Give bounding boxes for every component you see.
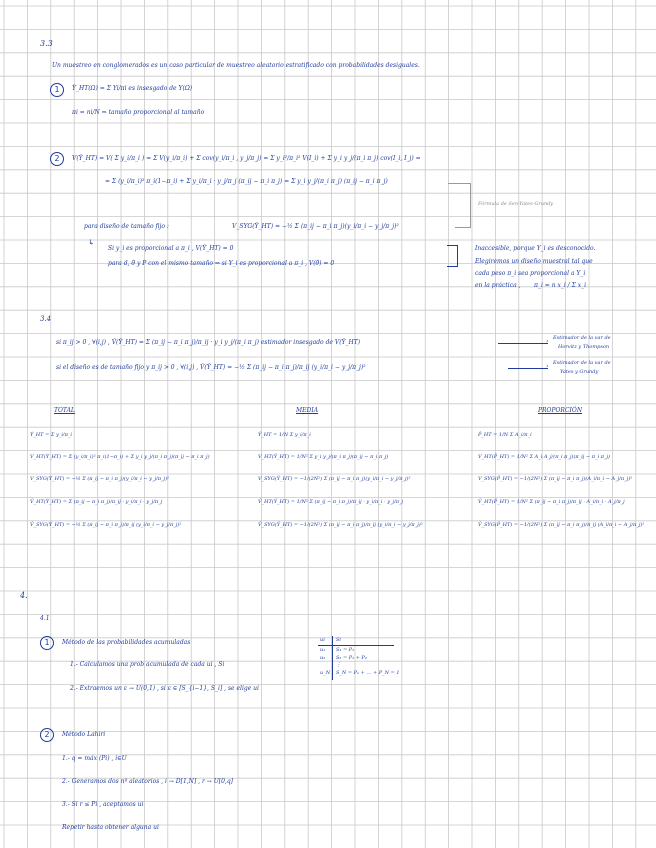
side-note-formula: π_i = n x_i / Σ x_i (534, 282, 587, 289)
prop-row-1: P̂_HT = 1/N Σ A_i/π_i (478, 432, 532, 438)
ht-variance-estimator-line: si π_ij > 0 , ∀(i,j) , V̂(Ŷ_HT) = Σ (π_ij − π_i π_j)/π_ij · y_i y_j/(π_i π_j) estimador insesgado de V(Ŷ_HT) (56, 339, 361, 346)
side-note-line-3: cada peso π_i sea proporcional a Y_i (475, 270, 586, 277)
total-row-2: V_HT(Ŷ_HT) = Σ (y_i/π_i)² π_i(1−π_i) + Σ y_i y_j/(π_i π_j)(π_ij − π_i π_j) (30, 454, 210, 460)
total-row-3: V_SYG(Ŷ_HT) = −½ Σ (π_ij − π_i π_j)(y_i/π_i − y_j/π_j)² (30, 476, 170, 482)
method-2-step-1: 1.- q = máx (Pi) , i∈U (62, 755, 127, 762)
syg-estimator-note-a: Estimador de la var de (553, 360, 611, 366)
item-circle-1: 1 (50, 83, 64, 97)
table-cell-sn: S_N = P₁ + … + P_N = 1 (336, 670, 400, 676)
syg-variance-estimator-line: si el diseño es de tamaño fijo y π_ij > 0 , ∀(i,j) , V̂(Ŷ_HT) = −½ Σ (π_ij − π_i π_j)/π_ij (y_i/π_i − y_j/π_j)² (56, 364, 366, 371)
arrow-head-2: › (546, 363, 549, 370)
arrow-corner-icon: ↳ (88, 238, 95, 247)
section-number-3-3: 3.3 (40, 39, 53, 48)
prop-row-2: V_HT(P̂_HT) = 1/N² Σ A_i A_j/(π_i π_j)(π_ij − π_i π_j) (478, 454, 610, 460)
section-3-3-intro: Un muestreo en conglomerados es un caso particular de muestreo aleatorio estratificado con probabilidades desiguales. (52, 62, 420, 69)
total-row-5: V̂_SYG(Ŷ_HT) = −½ Σ (π_ij − π_i π_j)/π_ij (y_i/π_i − y_j/π_j)² (30, 522, 182, 528)
method-1-title: Método de las probabilidades acumuladas (62, 639, 191, 646)
variance-derivation-line-2: = Σ (y_i/π_i)² π_i(1−π_i) + Σ y_i/π_i · y_j/π_j (π_ij − π_i π_j) = Σ y_i y_j/(π_i π_j) (π_ij − π_i π_j) (105, 178, 388, 185)
syg-estimator-note-b: Yates y Grundy (560, 369, 599, 375)
total-row-1: Ŷ_HT = Σ y_i/π_i (30, 432, 72, 438)
table-cell-un: u_N (320, 670, 331, 676)
ht-estimator-note-b: Horvitz y Thompson (558, 344, 610, 350)
method-1-step-1: 1.- Calculamos una prob acumulada de cada ui , Si (70, 661, 225, 668)
proportional-note-2: para d, θ̂ y P con el mismo tamaño ⇒ si Y_i es proporcional a π_i , V(θ̂) = 0 (108, 260, 335, 267)
prop-row-4: V̂_HT(P̂_HT) = 1/N² Σ (π_ij − π_i π_j)/π_ij · A_i/π_i · A_j/π_j (478, 499, 625, 505)
proportional-note-1: Si y_i es proporcional a π_i , V(Ŷ_HT) = 0 (108, 245, 234, 252)
table-cell-u1: u₁ (320, 647, 326, 653)
table-column-rule (332, 636, 333, 680)
arrow-head-1: › (546, 338, 549, 345)
right-brace (457, 245, 458, 267)
method-1-step-2: 2.- Extraemos un ε → U(0,1) , si ε ∈ [S_{i−1}, S_i] , se elige ui (70, 685, 259, 692)
method-2-title: Método Lahiri (62, 731, 106, 738)
method-2-repeat: Repetir hasta obtener alguna ui (62, 824, 159, 831)
table-header-ui: ui (320, 637, 325, 643)
table-cell-s1: S₁ = P₁ (336, 647, 355, 653)
ht-estimator-note-a: Estimador de la var de (553, 335, 611, 341)
table-cell-s2: S₂ = P₁ + P₂ (336, 655, 367, 661)
fixed-size-label: para diseño de tamaño fijo : (84, 223, 169, 230)
table-header-si: Si (336, 637, 342, 643)
prop-row-5: V̂_SYG(P̂_HT) = −1/(2N²) Σ (π_ij − π_i π_j)/π_ij (A_i/π_i − A_j/π_j)² (478, 522, 645, 528)
ht-estimator-line: Ŷ_HT(Ω) = Σ Yi/πi es insesgado de Y(Ω) (72, 85, 193, 92)
right-brace-top (447, 245, 457, 246)
table-header-rule (318, 645, 394, 646)
side-note-line-2: Elegiremos un diseño muestral tal que (475, 258, 593, 265)
method-2-step-3: 3.- Si r ≤ Pi , aceptamos ui (62, 801, 144, 808)
col-header-media: MEDIA (296, 407, 319, 414)
prop-row-3: V_SYG(P̂_HT) = −1/(2N²) Σ (π_ij − π_i π_j)(A_i/π_i − A_j/π_j)² (478, 476, 633, 482)
syg-variance-formula: V_SYG(Ŷ_HT) = −½ Σ (π_ij − π_i π_j)(y_i/π_i − y_j/π_j)² (232, 223, 399, 230)
yates-grundy-note: Fórmula de Sen-Yates-Grundy (478, 201, 554, 207)
method-circle-1: 1 (40, 636, 54, 650)
col-header-proporcion: PROPORCIÓN (538, 407, 583, 414)
arrow-line-1 (498, 343, 548, 344)
cumulative-prob-table (318, 636, 400, 680)
gray-bracket-bottom (455, 227, 471, 228)
right-brace-bottom (447, 266, 457, 267)
table-cell-dots: ⋮ (336, 662, 341, 668)
method-2-step-2: 2.- Generamos dos nº aleatorios , i → D[1,N] , r → U[0,q] (62, 778, 233, 785)
gray-bracket-vertical (470, 183, 471, 227)
item-circle-2: 2 (50, 152, 64, 166)
inaccessible-note: Inaccesible, porque Y_i es desconocido. (475, 245, 596, 252)
gray-bracket-top (448, 183, 470, 184)
inclusion-prob-line: πi = ni/N ⇒ tamaño proporcional al tamaño (72, 109, 205, 116)
section-number-4: 4. (20, 591, 28, 600)
section-number-4-1: 4.1 (40, 615, 50, 622)
media-row-1: Ȳ_HT = 1/N Σ y_i/π_i (258, 432, 311, 438)
section-number-3-4: 3.4 (40, 315, 52, 323)
arrow-line-2 (508, 368, 548, 369)
media-row-3: V_SYG(Ȳ_HT) = −1/(2N²) Σ (π_ij − π_i π_j)(y_i/π_i − y_j/π_j)² (258, 476, 411, 482)
total-row-4: V̂_HT(Ŷ_HT) = Σ (π_ij − π_i π_j)/π_ij · y_i/π_i · y_j/π_j (30, 499, 163, 505)
side-note-line-4: en la práctica , (475, 282, 521, 289)
media-row-2: V_HT(Ȳ_HT) = 1/N² Σ y_i y_j/(π_i π_j)(π_ij − π_i π_j) (258, 454, 389, 460)
variance-derivation-line-1: V(Ŷ_HT) = V( Σ y_i/π_i ) = Σ V(y_i/π_i) + Σ cov(y_i/π_i , y_j/π_j) = Σ y_i²/π_i² V(I_i) + Σ y_i y_j/(π_i π_j) cov(I_i, I_j) = (72, 155, 421, 162)
method-circle-2: 2 (40, 728, 54, 742)
table-cell-u2: u₂ (320, 655, 326, 661)
media-row-4: V̂_HT(Ȳ_HT) = 1/N² Σ (π_ij − π_i π_j)/π_ij · y_i/π_i · y_j/π_j (258, 499, 404, 505)
col-header-total: TOTAL (54, 407, 75, 414)
media-row-5: V̂_SYG(Ȳ_HT) = −1/(2N²) Σ (π_ij − π_i π_j)/π_ij (y_i/π_i − y_j/π_j)² (258, 522, 423, 528)
